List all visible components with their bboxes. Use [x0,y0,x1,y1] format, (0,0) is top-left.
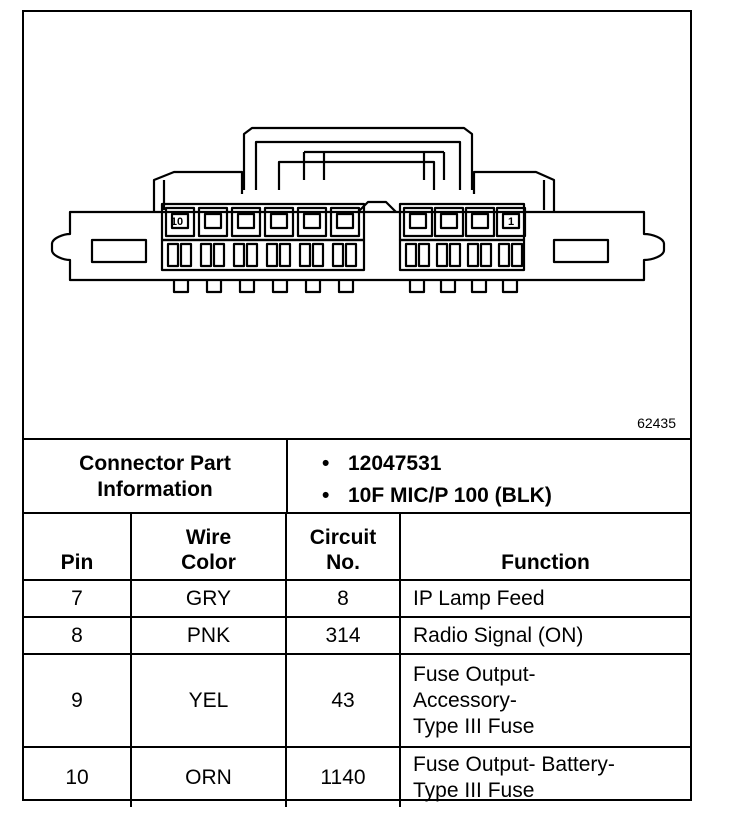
terminal-slot [313,244,323,266]
terminal-inner [410,214,426,228]
connector-info-label [24,440,286,514]
terminal-inner [205,214,221,228]
cell-function: Radio Signal (ON) [400,617,690,654]
divider [286,440,288,514]
connector-shoulders [154,172,554,212]
terminal-slot [406,244,416,266]
cell-pin: 7 [24,580,131,617]
terminal-slot [419,244,429,266]
figure-id: 62435 [637,415,676,431]
cell-circuit: 1140 [286,747,400,807]
table-row [24,654,690,747]
header-pin: Pin [24,513,131,580]
table-header-row [24,513,690,580]
terminal-lock [240,280,254,292]
terminal-slot [234,244,244,266]
cell-pin: 8 [24,617,131,654]
terminal-slot [333,244,343,266]
cell-wire-color: ORN [131,747,286,807]
connector-info-row [24,438,690,514]
terminal-lock [441,280,455,292]
terminal-lock [339,280,353,292]
header-wire-color: Wire Color [131,513,286,580]
terminal-inner [337,214,353,228]
terminal-inner [472,214,488,228]
terminal-slot [450,244,460,266]
terminal-slot [468,244,478,266]
cell-circuit: 8 [286,580,400,617]
cell-wire-color: GRY [131,580,286,617]
connector-diagram [24,12,690,437]
part-number: • 12047531 [322,448,552,480]
terminal-slot [168,244,178,266]
terminal-lock [174,280,188,292]
table-row [24,747,690,807]
pin-label-10: 10 [170,216,184,228]
cell-circuit: 43 [286,654,400,747]
terminal-slot [512,244,522,266]
connector-latch [244,128,472,190]
cell-function: Fuse Output- Accessory- Type III Fuse [400,654,690,747]
terminal-slot [346,244,356,266]
cell-pin: 9 [24,654,131,747]
cell-pin: 10 [24,747,131,807]
info-label-line: Connector Part [79,452,231,475]
cell-wire-color: YEL [131,654,286,747]
terminal-slot [214,244,224,266]
terminal-lock [410,280,424,292]
terminal-slot [247,244,257,266]
terminal-lock [503,280,517,292]
connector-info-list [322,448,552,512]
terminal-inner [271,214,287,228]
terminal-slot [201,244,211,266]
terminal-slot [300,244,310,266]
pin-label-1: 1 [507,216,515,228]
cell-function: IP Lamp Feed [400,580,690,617]
terminal-lock [306,280,320,292]
info-label-line: Information [97,478,213,501]
terminal-slot [267,244,277,266]
terminal-slot [481,244,491,266]
table-row [24,617,690,654]
terminal-lock [273,280,287,292]
header-function: Function [400,513,690,580]
terminal-locks [174,280,517,292]
terminal-inner [304,214,320,228]
connector-description: • 10F MIC/P 100 (BLK) [322,480,552,512]
terminal-cavities [166,208,525,266]
terminal-slot [499,244,509,266]
cell-function: Fuse Output- Battery- Type III Fuse [400,747,690,807]
terminal-slot [437,244,447,266]
terminal-inner [441,214,457,228]
terminal-lock [472,280,486,292]
table-row [24,580,690,617]
figure-frame [22,10,692,801]
cell-wire-color: PNK [131,617,286,654]
pinout-table [24,512,690,807]
terminal-slot [280,244,290,266]
header-circuit: Circuit No. [286,513,400,580]
terminal-inner [238,214,254,228]
terminal-lock [207,280,221,292]
terminal-slot [181,244,191,266]
cell-circuit: 314 [286,617,400,654]
